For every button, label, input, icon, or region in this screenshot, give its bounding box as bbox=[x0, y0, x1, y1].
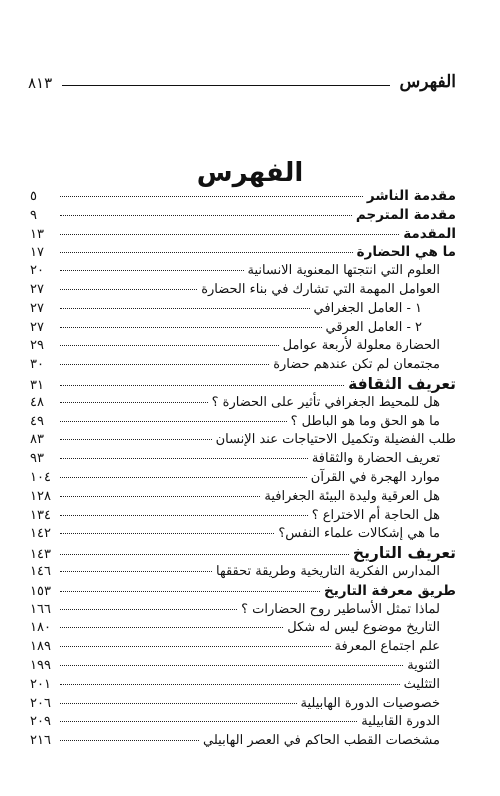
dot-leader bbox=[60, 554, 349, 555]
toc-entry bbox=[30, 300, 456, 319]
toc-entry-title: موارد الهجرة في القرآن bbox=[310, 469, 440, 485]
toc-entry bbox=[30, 356, 456, 375]
toc-entry-page: ١٠٤ bbox=[30, 469, 51, 485]
toc-entry bbox=[30, 732, 456, 751]
dot-leader bbox=[60, 270, 244, 271]
toc-entry-title: تعريف التاريخ bbox=[352, 544, 456, 563]
dot-leader bbox=[60, 252, 353, 253]
toc-entry bbox=[30, 375, 456, 394]
toc-entry-title: الثنوية bbox=[407, 657, 440, 673]
toc-entry-page: ١٩٩ bbox=[30, 657, 51, 673]
toc-entry-title: هل العرقية وليدة البيئة الجغرافية bbox=[264, 488, 440, 504]
toc-entry bbox=[30, 394, 456, 413]
dot-leader bbox=[60, 703, 297, 704]
running-header bbox=[28, 70, 456, 92]
toc-entry-page: ٣١ bbox=[30, 377, 44, 393]
toc-entry bbox=[30, 657, 456, 676]
dot-leader bbox=[60, 308, 310, 309]
dot-leader bbox=[60, 627, 283, 628]
toc-entry-page: ١٥٣ bbox=[30, 583, 51, 599]
toc-entry-title: ٢ - العامل العرقي bbox=[325, 319, 422, 335]
toc-entry-page: ٢٩ bbox=[30, 338, 44, 354]
toc-entry bbox=[30, 431, 456, 450]
dot-leader bbox=[60, 345, 279, 346]
dot-leader bbox=[60, 477, 307, 478]
toc-entry-page: ٣٠ bbox=[30, 357, 44, 373]
toc-entry bbox=[30, 243, 456, 262]
toc-entry-page: ١٨٠ bbox=[30, 620, 51, 636]
dot-leader bbox=[60, 646, 331, 647]
toc-entry bbox=[30, 413, 456, 432]
toc-entry bbox=[30, 319, 456, 338]
toc-entry bbox=[30, 206, 456, 225]
toc-entry bbox=[30, 507, 456, 526]
toc-entry-title: المدارس الفكرية التاريخية وطريقة تحققها bbox=[215, 563, 440, 579]
toc-entry bbox=[30, 676, 456, 695]
toc-entry-title: المقدمة bbox=[403, 225, 456, 242]
toc-entry bbox=[30, 638, 456, 657]
page-number: ٨١٣ bbox=[28, 74, 53, 92]
toc-entry-page: ٩ bbox=[30, 207, 37, 223]
toc-entry-page: ١٤٢ bbox=[30, 526, 51, 542]
toc-entry bbox=[30, 601, 456, 620]
toc-entry-page: ٢٧ bbox=[30, 281, 44, 297]
dot-leader bbox=[60, 439, 212, 440]
table-of-contents bbox=[30, 187, 456, 751]
toc-entry-title: الدورة القابيلية bbox=[361, 714, 440, 730]
toc-entry-title: ما هي الحضارة bbox=[356, 244, 456, 261]
toc-entry-title: طلب الفضيلة وتكميل الاحتياجات عند الإنسان bbox=[215, 432, 456, 448]
toc-entry bbox=[30, 450, 456, 469]
toc-entry-page: ٤٩ bbox=[30, 413, 44, 429]
toc-entry-page: ٢٠٦ bbox=[30, 695, 51, 711]
toc-entry-title: هل للمحيط الجغرافي تأثير على الحضارة ؟ bbox=[211, 394, 440, 410]
toc-entry bbox=[30, 544, 456, 563]
dot-leader bbox=[60, 665, 403, 666]
toc-entry-page: ١٣ bbox=[30, 226, 44, 242]
toc-entry-title: مجتمعان لم تكن عندهم حضارة bbox=[273, 357, 440, 373]
dot-leader bbox=[60, 458, 308, 459]
dot-leader bbox=[60, 684, 400, 685]
toc-entry-page: ٢٠٩ bbox=[30, 714, 51, 730]
toc-entry-title: التثليث bbox=[403, 676, 440, 692]
toc-entry-page: ٢٠١ bbox=[30, 676, 51, 692]
toc-entry-page: ١٦٦ bbox=[30, 601, 51, 617]
toc-entry bbox=[30, 525, 456, 544]
toc-entry-title: لماذا تمثل الأساطير روح الحضارات ؟ bbox=[241, 601, 440, 617]
dot-leader bbox=[60, 364, 269, 365]
dot-leader bbox=[60, 740, 199, 741]
toc-entry-page: ٢٧ bbox=[30, 319, 44, 335]
toc-entry-title: العوامل المهمة التي تشارك في بناء الحضارة bbox=[201, 281, 440, 297]
toc-entry-page: ٢٧ bbox=[30, 300, 44, 316]
toc-entry-title: ١ - العامل الجغرافي bbox=[313, 300, 422, 316]
toc-entry-page: ١٢٨ bbox=[30, 488, 51, 504]
dot-leader bbox=[60, 402, 208, 403]
dot-leader bbox=[60, 289, 197, 290]
dot-leader bbox=[60, 234, 399, 235]
toc-entry-title: طريق معرفة التاريخ bbox=[323, 582, 456, 599]
dot-leader bbox=[60, 721, 357, 722]
toc-entry-title: هل الحاجة أم الاختراع ؟ bbox=[311, 507, 440, 523]
toc-entry-title: ما هي إشكالات علماء النفس؟ bbox=[278, 526, 440, 542]
dot-leader bbox=[60, 385, 344, 386]
dot-leader bbox=[60, 591, 320, 592]
toc-entry bbox=[30, 225, 456, 244]
toc-entry bbox=[30, 695, 456, 714]
toc-entry bbox=[30, 563, 456, 582]
toc-entry bbox=[30, 281, 456, 300]
toc-entry-title: مقدمة المترجم bbox=[355, 206, 456, 223]
toc-entry-title: ما هو الحق وما هو الباطل ؟ bbox=[290, 413, 440, 429]
toc-entry bbox=[30, 488, 456, 507]
toc-entry bbox=[30, 582, 456, 601]
toc-entry-page: ٩٣ bbox=[30, 451, 44, 467]
toc-entry-page: ٢٠ bbox=[30, 263, 44, 279]
toc-entry-page: ١٤٣ bbox=[30, 547, 51, 563]
toc-entry-page: ١٨٩ bbox=[30, 639, 51, 655]
toc-entry-title: خصوصيات الدورة الهابيلية bbox=[300, 695, 440, 711]
toc-entry-title: العلوم التي انتجتها المعنوية الانسانية bbox=[247, 263, 440, 279]
toc-entry-title: مشخصات القطب الحاكم في العصر الهابيلي bbox=[203, 733, 440, 749]
toc-entry-page: ١٤٦ bbox=[30, 563, 51, 579]
toc-entry bbox=[30, 337, 456, 356]
dot-leader bbox=[60, 496, 260, 497]
toc-entry-page: ٢١٦ bbox=[30, 733, 51, 749]
toc-entry-title: مقدمة الناشر bbox=[366, 188, 456, 204]
dot-leader bbox=[60, 421, 287, 422]
dot-leader bbox=[60, 571, 212, 572]
dot-leader bbox=[60, 515, 308, 516]
toc-entry bbox=[30, 619, 456, 638]
toc-entry-title: تعريف الثقافة bbox=[348, 374, 456, 393]
header-rule bbox=[62, 85, 389, 86]
toc-entry bbox=[30, 469, 456, 488]
toc-entry-page: ٥ bbox=[30, 189, 37, 204]
toc-entry-title: تعريف الحضارة والثقافة bbox=[311, 451, 440, 467]
toc-entry bbox=[30, 713, 456, 732]
dot-leader bbox=[60, 327, 322, 328]
dot-leader bbox=[60, 609, 237, 610]
toc-entry-page: ٤٨ bbox=[30, 394, 44, 410]
toc-entry-page: ١٣٤ bbox=[30, 507, 51, 523]
toc-entry-title: الحضارة معلولة لأربعة عوامل bbox=[282, 338, 440, 354]
toc-title: الفهرس bbox=[196, 158, 304, 188]
toc-entry-title: التاريخ موضوع ليس له شكل bbox=[287, 620, 440, 636]
toc-entry-title: علم اجتماع المعرفة bbox=[334, 639, 440, 655]
running-header-title: الفهرس bbox=[399, 72, 456, 92]
dot-leader bbox=[60, 196, 363, 197]
toc-entry-page: ٨٣ bbox=[30, 432, 44, 448]
dot-leader bbox=[60, 533, 274, 534]
dot-leader bbox=[60, 215, 352, 216]
toc-entry-page: ١٧ bbox=[30, 245, 44, 261]
toc-entry bbox=[30, 187, 456, 206]
toc-entry bbox=[30, 262, 456, 281]
